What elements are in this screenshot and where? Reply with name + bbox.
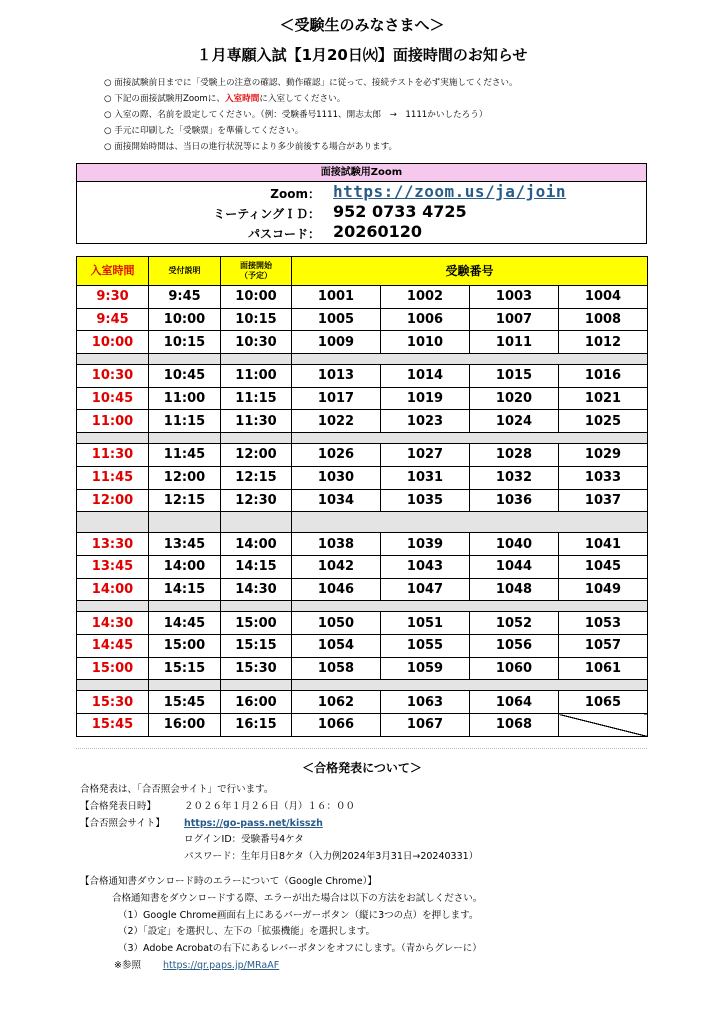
reception-time-cell: 10:45 <box>149 365 221 388</box>
schedule-row <box>77 286 648 309</box>
exam-number-cell: 1005 <box>292 308 381 331</box>
entry-time-cell: 14:45 <box>77 634 149 657</box>
exam-number-cell: 1040 <box>470 533 559 556</box>
page-title: ＜受験生のみなさまへ＞ <box>279 16 445 34</box>
interview-start-cell: 10:30 <box>221 331 292 354</box>
passcode-value: 20260120 <box>333 222 423 241</box>
exam-number-cell: 1012 <box>559 331 648 354</box>
error-step: （3）Adobe Acrobatの右下にあるレバーボタンをオフにします。（青からグレーに） <box>118 943 482 955</box>
exam-number-cell: 1027 <box>381 444 470 467</box>
break-cell <box>77 433 149 444</box>
entry-time-cell: 14:30 <box>77 612 149 635</box>
exam-number-cell: 1026 <box>292 444 381 467</box>
entry-time-cell: 15:30 <box>77 691 149 714</box>
schedule-row <box>77 489 648 512</box>
exam-number-cell: 1039 <box>381 533 470 556</box>
notes-list <box>104 75 704 155</box>
exam-number-cell: 1004 <box>559 286 648 309</box>
exam-number-cell: 1051 <box>381 612 470 635</box>
break-row <box>77 601 648 612</box>
break-cell <box>292 512 648 533</box>
exam-number-cell: 1001 <box>292 286 381 309</box>
reception-time-cell: 14:15 <box>149 578 221 601</box>
break-cell <box>77 601 149 612</box>
schedule-row <box>77 308 648 331</box>
error-intro: 合格通知書をダウンロードする際、エラーが出た場合は以下の方法をお試しください。 <box>112 892 483 904</box>
entry-time-cell: 10:45 <box>77 387 149 410</box>
header-entry-time: 入室時間 <box>77 257 149 286</box>
exam-number-cell: 1052 <box>470 612 559 635</box>
note-item: ○ 入室の際、名前を設定してください。（例：受験番号1111、開志太郎 → 1111かいしたろう） <box>104 110 488 120</box>
break-cell <box>77 680 149 691</box>
interview-start-cell: 15:00 <box>221 612 292 635</box>
break-cell <box>149 512 221 533</box>
results-title: ＜合格発表について＞ <box>302 761 422 775</box>
error-step: （2）「設定」を選択し、左下の「拡張機能」を選択します。 <box>118 926 376 938</box>
reception-time-cell: 11:15 <box>149 410 221 433</box>
schedule-row <box>77 691 648 714</box>
break-cell <box>77 354 149 365</box>
exam-number-cell: 1053 <box>559 612 648 635</box>
exam-number-cell: 1009 <box>292 331 381 354</box>
break-cell <box>292 354 648 365</box>
exam-number-cell: 1022 <box>292 410 381 433</box>
exam-number-cell: 1028 <box>470 444 559 467</box>
zoom-url-link[interactable]: https://zoom.us/ja/join <box>333 182 567 201</box>
interview-start-cell: 15:15 <box>221 634 292 657</box>
interview-start-cell: 12:30 <box>221 489 292 512</box>
break-cell <box>221 512 292 533</box>
interview-start-cell: 16:00 <box>221 691 292 714</box>
exam-number-cell: 1015 <box>470 365 559 388</box>
error-step: （1）Google Chrome画面右上にあるバーガーボタン（縦に3つの点）を押します。 <box>118 909 479 921</box>
zoom-heading: 面接試験用Zoom <box>77 164 646 182</box>
interview-start-cell: 11:30 <box>221 410 292 433</box>
break-cell <box>149 601 221 612</box>
interview-start-cell: 10:00 <box>221 286 292 309</box>
header-reception: 受付説明 <box>149 257 221 286</box>
reception-time-cell: 13:45 <box>149 533 221 556</box>
exam-number-cell: 1048 <box>470 578 559 601</box>
reception-time-cell: 14:45 <box>149 612 221 635</box>
exam-number-cell: 1017 <box>292 387 381 410</box>
break-row <box>77 512 648 533</box>
exam-number-cell: 1013 <box>292 365 381 388</box>
password-info: パスワード：生年月日8ケタ（入力例2024年3月31日→20240331） <box>184 851 479 863</box>
exam-number-cell: 1037 <box>559 489 648 512</box>
results-site-label: 【合否照会サイト】 <box>80 817 165 829</box>
break-cell <box>149 433 221 444</box>
reference-label: ※参照 <box>114 959 141 971</box>
reception-time-cell: 16:00 <box>149 714 221 737</box>
break-cell <box>221 601 292 612</box>
interview-schedule-table <box>76 256 648 737</box>
entry-time-cell: 15:00 <box>77 657 149 680</box>
break-row <box>77 433 648 444</box>
login-id-info: ログインID：受験番号4ケタ <box>184 834 304 846</box>
entry-time-emphasis: 入室時間 <box>224 94 260 104</box>
exam-number-cell: 1066 <box>292 714 381 737</box>
exam-number-cell: 1068 <box>470 714 559 737</box>
exam-number-cell: 1024 <box>470 410 559 433</box>
reception-time-cell: 10:15 <box>149 331 221 354</box>
exam-number-cell: 1021 <box>559 387 648 410</box>
exam-number-cell: 1033 <box>559 466 648 489</box>
exam-number-cell: 1062 <box>292 691 381 714</box>
exam-number-cell: 1044 <box>470 555 559 578</box>
exam-number-cell: 1058 <box>292 657 381 680</box>
exam-number-cell: 1038 <box>292 533 381 556</box>
interview-start-cell: 12:00 <box>221 444 292 467</box>
exam-number-cell: 1061 <box>559 657 648 680</box>
reception-time-cell: 11:00 <box>149 387 221 410</box>
schedule-row <box>77 331 648 354</box>
entry-time-cell: 11:30 <box>77 444 149 467</box>
header-interview-start: 面接開始 （予定） <box>221 257 292 286</box>
exam-number-cell: 1060 <box>470 657 559 680</box>
section-divider <box>76 748 647 749</box>
break-cell <box>149 354 221 365</box>
reception-time-cell: 15:00 <box>149 634 221 657</box>
reception-time-cell: 9:45 <box>149 286 221 309</box>
exam-number-cell: 1055 <box>381 634 470 657</box>
exam-number-cell: 1008 <box>559 308 648 331</box>
header-exam-numbers: 受験番号 <box>292 257 648 286</box>
entry-time-cell: 9:45 <box>77 308 149 331</box>
exam-number-cell: 1031 <box>381 466 470 489</box>
exam-number-cell: 1045 <box>559 555 648 578</box>
results-date-value: ２０２６年１月２６日（月）１６：００ <box>184 800 356 812</box>
exam-number-cell: 1063 <box>381 691 470 714</box>
exam-number-cell: 1064 <box>470 691 559 714</box>
exam-number-cell: 1046 <box>292 578 381 601</box>
exam-number-cell: 1042 <box>292 555 381 578</box>
break-cell <box>221 433 292 444</box>
results-intro: 合格発表は、「合否照会サイト」で行います。 <box>80 784 274 795</box>
note-item: ○ 面接試験前日までに「受験上の注意の確認、動作確認」に従って、接続テストを必ず実施してください。 <box>104 78 518 88</box>
reception-time-cell: 12:15 <box>149 489 221 512</box>
exam-number-cell: 1002 <box>381 286 470 309</box>
exam-number-cell: 1030 <box>292 466 381 489</box>
entry-time-cell: 11:00 <box>77 410 149 433</box>
interview-start-cell: 10:15 <box>221 308 292 331</box>
break-row <box>77 680 648 691</box>
zoom-url-label: Zoom： <box>270 187 320 201</box>
break-cell <box>292 601 648 612</box>
reference-link[interactable]: https://qr.paps.jp/MRaAF <box>162 959 280 971</box>
exam-number-cell: 1025 <box>559 410 648 433</box>
schedule-row <box>77 533 648 556</box>
passcode-label: パスコード： <box>247 227 320 241</box>
note-item: ○ 面接開始時間は、当日の進行状況等により多少前後する場合があります。 <box>104 142 398 152</box>
reception-time-cell: 14:00 <box>149 555 221 578</box>
entry-time-cell: 15:45 <box>77 714 149 737</box>
exam-number-cell: 1059 <box>381 657 470 680</box>
entry-time-cell: 13:30 <box>77 533 149 556</box>
interview-start-cell: 15:30 <box>221 657 292 680</box>
break-cell <box>149 680 221 691</box>
interview-start-cell: 11:15 <box>221 387 292 410</box>
reception-time-cell: 15:15 <box>149 657 221 680</box>
note-item: ○ 手元に印刷した「受験票」を準備してください。 <box>104 126 304 136</box>
exam-number-cell: 1035 <box>381 489 470 512</box>
schedule-row <box>77 634 648 657</box>
entry-time-cell: 12:00 <box>77 489 149 512</box>
reception-time-cell: 10:00 <box>149 308 221 331</box>
entry-time-cell: 11:45 <box>77 466 149 489</box>
exam-number-cell: 1041 <box>559 533 648 556</box>
meeting-id-value: 952 0733 4725 <box>333 202 467 221</box>
exam-number-cell: 1056 <box>470 634 559 657</box>
exam-number-cell: 1036 <box>470 489 559 512</box>
exam-number-cell: 1011 <box>470 331 559 354</box>
schedule-row <box>77 714 648 737</box>
interview-start-cell: 16:15 <box>221 714 292 737</box>
reception-time-cell: 15:45 <box>149 691 221 714</box>
entry-time-cell: 9:30 <box>77 286 149 309</box>
exam-number-cell: 1014 <box>381 365 470 388</box>
meeting-id-label: ミーティングＩＤ： <box>213 207 320 221</box>
break-cell <box>221 354 292 365</box>
exam-number-cell: 1054 <box>292 634 381 657</box>
exam-number-cell: 1010 <box>381 331 470 354</box>
results-section <box>80 782 700 975</box>
interview-start-cell: 11:00 <box>221 365 292 388</box>
exam-number-cell: 1034 <box>292 489 381 512</box>
exam-number-cell: 1006 <box>381 308 470 331</box>
exam-number-cell: 1016 <box>559 365 648 388</box>
break-cell <box>292 433 648 444</box>
exam-number-cell: 1057 <box>559 634 648 657</box>
schedule-row <box>77 444 648 467</box>
schedule-row <box>77 578 648 601</box>
entry-time-cell: 13:45 <box>77 555 149 578</box>
empty-slot-cell <box>559 714 648 737</box>
exam-number-cell: 1029 <box>559 444 648 467</box>
break-row <box>77 354 648 365</box>
schedule-row <box>77 387 648 410</box>
error-heading: 【合格通知書ダウンロード時のエラーについて（Google Chrome）】 <box>80 875 377 887</box>
interview-start-cell: 12:15 <box>221 466 292 489</box>
page-subtitle: １月専願入試【1月20日㈫】面接時間のお知らせ <box>196 46 528 64</box>
exam-number-cell: 1020 <box>470 387 559 410</box>
break-cell <box>292 680 648 691</box>
schedule-row <box>77 365 648 388</box>
break-cell <box>77 512 149 533</box>
entry-time-cell: 10:30 <box>77 365 149 388</box>
exam-number-cell: 1023 <box>381 410 470 433</box>
exam-number-cell: 1007 <box>470 308 559 331</box>
schedule-row <box>77 410 648 433</box>
schedule-row <box>77 657 648 680</box>
schedule-row <box>77 555 648 578</box>
schedule-row <box>77 466 648 489</box>
exam-number-cell: 1047 <box>381 578 470 601</box>
exam-number-cell: 1065 <box>559 691 648 714</box>
exam-number-cell: 1019 <box>381 387 470 410</box>
exam-number-cell: 1043 <box>381 555 470 578</box>
reception-time-cell: 11:45 <box>149 444 221 467</box>
results-site-link[interactable]: https://go-pass.net/kisszh <box>184 817 323 829</box>
exam-number-cell: 1067 <box>381 714 470 737</box>
entry-time-cell: 14:00 <box>77 578 149 601</box>
interview-start-cell: 14:30 <box>221 578 292 601</box>
note-item: ○ 下記の面接試験用Zoomに、入室時間に入室してください。 <box>104 94 346 104</box>
results-date-label: 【合格発表日時】 <box>80 800 157 812</box>
exam-number-cell: 1032 <box>470 466 559 489</box>
exam-number-cell: 1050 <box>292 612 381 635</box>
exam-number-cell: 1049 <box>559 578 648 601</box>
break-cell <box>221 680 292 691</box>
entry-time-cell: 10:00 <box>77 331 149 354</box>
zoom-info-box <box>76 163 647 244</box>
schedule-row <box>77 612 648 635</box>
exam-number-cell: 1003 <box>470 286 559 309</box>
reception-time-cell: 12:00 <box>149 466 221 489</box>
interview-start-cell: 14:00 <box>221 533 292 556</box>
interview-start-cell: 14:15 <box>221 555 292 578</box>
